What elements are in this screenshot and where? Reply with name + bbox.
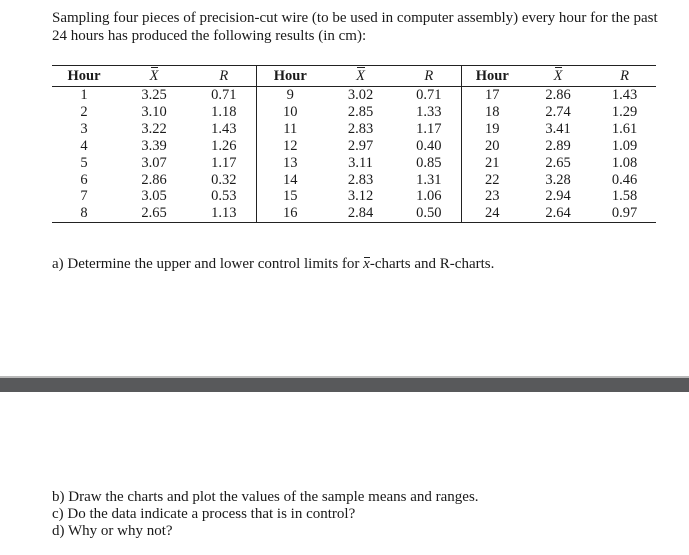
hour-cell: 7 xyxy=(80,188,88,205)
question-c: c) Do the data indicate a process that is in control? xyxy=(52,506,356,522)
hour-cell: 19 xyxy=(461,121,523,138)
table-row xyxy=(52,104,656,121)
header-row xyxy=(52,66,656,87)
xbar-cell: 3.22 xyxy=(141,120,167,137)
hour-cell: 24 xyxy=(461,205,523,222)
xbar-cell: 2.83 xyxy=(347,171,374,188)
hour-cell: 4 xyxy=(80,137,88,154)
xbar-cell: 3.28 xyxy=(545,171,571,188)
xbar-symbol: X xyxy=(553,68,563,84)
hour-header: Hour xyxy=(461,66,523,87)
range-cell: 1.08 xyxy=(611,154,638,171)
table-header xyxy=(52,66,656,87)
xbar-cell: 2.74 xyxy=(545,103,571,120)
page-divider-band xyxy=(0,376,689,392)
table-row xyxy=(52,87,656,104)
hour-cell: 9 xyxy=(256,87,324,104)
table-row xyxy=(52,172,656,189)
range-cell: 0.71 xyxy=(211,87,237,103)
hour-cell: 18 xyxy=(461,104,523,121)
xbar-cell: 3.25 xyxy=(141,87,167,103)
xbar-cell: 2.64 xyxy=(523,205,593,222)
range-cell: 1.33 xyxy=(416,103,442,120)
range-cell: 0.32 xyxy=(211,171,237,188)
hour-cell: 13 xyxy=(256,155,324,172)
range-cell: 1.13 xyxy=(192,205,256,222)
range-cell: 1.31 xyxy=(416,171,442,188)
range-cell: 0.40 xyxy=(416,137,442,154)
question-a xyxy=(52,256,494,273)
range-cell: 1.26 xyxy=(211,137,237,154)
hour-header: Hour xyxy=(256,66,324,87)
range-cell: 1.17 xyxy=(211,154,237,171)
hour-cell: 20 xyxy=(461,138,523,155)
xbar-symbol: X xyxy=(149,68,159,84)
xbar-cell: 2.84 xyxy=(324,205,397,222)
xbar-cell: 2.94 xyxy=(545,188,571,205)
hour-cell: 3 xyxy=(80,120,88,137)
hour-cell: 11 xyxy=(256,121,324,138)
hour-cell: 1 xyxy=(80,87,88,103)
xbar-cell: 2.65 xyxy=(545,154,571,171)
xbar-cell: 3.10 xyxy=(141,103,167,120)
range-cell: 0.46 xyxy=(611,171,638,188)
range-header: R xyxy=(593,66,656,87)
xbar-cell: 2.65 xyxy=(116,205,192,222)
range-header: R xyxy=(192,66,256,87)
range-cell: 1.43 xyxy=(611,87,638,103)
xbar-symbol: x xyxy=(363,256,370,272)
xbar-cell: 3.39 xyxy=(141,137,167,154)
xbar-cell: 3.11 xyxy=(348,154,373,171)
question-a-prefix: a) Determine the upper and lower control limits for xyxy=(52,256,364,272)
range-cell: 1.43 xyxy=(211,120,237,137)
range-cell: 1.18 xyxy=(211,103,237,120)
hour-cell: 23 xyxy=(461,188,523,205)
range-cell: 0.50 xyxy=(397,205,461,222)
table-row xyxy=(52,121,656,138)
table-row xyxy=(52,205,656,222)
xbar-cell: 2.89 xyxy=(545,137,571,154)
hour-cell: 14 xyxy=(256,172,324,189)
xbar-header xyxy=(523,66,593,87)
range-cell: 1.29 xyxy=(611,103,638,120)
xbar-cell: 2.86 xyxy=(141,171,167,188)
range-cell: 1.61 xyxy=(611,120,638,137)
range-cell: 1.09 xyxy=(611,137,638,154)
range-header: R xyxy=(397,66,461,87)
problem-intro: Sampling four pieces of precision-cut wire (to be used in computer assembly) every hour for the past 24 hours has produced the following results (in cm): xyxy=(52,10,658,44)
hour-cell: 21 xyxy=(461,155,523,172)
hour-cell: 12 xyxy=(256,138,324,155)
xbar-cell: 2.86 xyxy=(545,87,571,103)
hour-cell: 16 xyxy=(256,205,324,222)
xbar-cell: 3.12 xyxy=(347,188,374,205)
wire-sample-table xyxy=(52,65,656,223)
xbar-header xyxy=(116,66,192,87)
hour-cell: 8 xyxy=(52,205,116,222)
xbar-cell: 3.05 xyxy=(141,188,167,205)
xbar-header xyxy=(324,66,397,87)
xbar-symbol: X xyxy=(356,68,365,84)
question-a-suffix: -charts and R-charts. xyxy=(369,256,495,272)
table-row xyxy=(52,188,656,205)
range-cell: 0.97 xyxy=(593,205,656,222)
hour-cell: 17 xyxy=(461,87,523,104)
range-cell: 0.85 xyxy=(416,154,442,171)
xbar-cell: 2.97 xyxy=(347,137,374,154)
hour-cell: 2 xyxy=(80,103,88,120)
hour-cell: 22 xyxy=(461,172,523,189)
xbar-cell: 2.85 xyxy=(347,103,374,120)
question-d: d) Why or why not? xyxy=(52,523,173,539)
xbar-cell: 3.02 xyxy=(347,87,374,103)
table-row xyxy=(52,138,656,155)
range-cell: 0.53 xyxy=(211,188,237,205)
range-cell: 1.58 xyxy=(611,188,638,205)
table-body xyxy=(52,87,656,223)
range-cell: 1.06 xyxy=(416,188,442,205)
question-b: b) Draw the charts and plot the values of the sample means and ranges. xyxy=(52,489,479,505)
hour-cell: 10 xyxy=(256,104,324,121)
xbar-cell: 2.83 xyxy=(347,120,374,137)
hour-cell: 6 xyxy=(80,171,88,188)
range-cell: 1.17 xyxy=(416,120,442,137)
hour-cell: 15 xyxy=(256,188,324,205)
hour-cell: 5 xyxy=(80,154,88,171)
hour-header: Hour xyxy=(52,66,116,87)
table-row xyxy=(52,155,656,172)
range-cell: 0.71 xyxy=(416,87,442,103)
xbar-cell: 3.07 xyxy=(141,154,167,171)
xbar-cell: 3.41 xyxy=(545,120,571,137)
